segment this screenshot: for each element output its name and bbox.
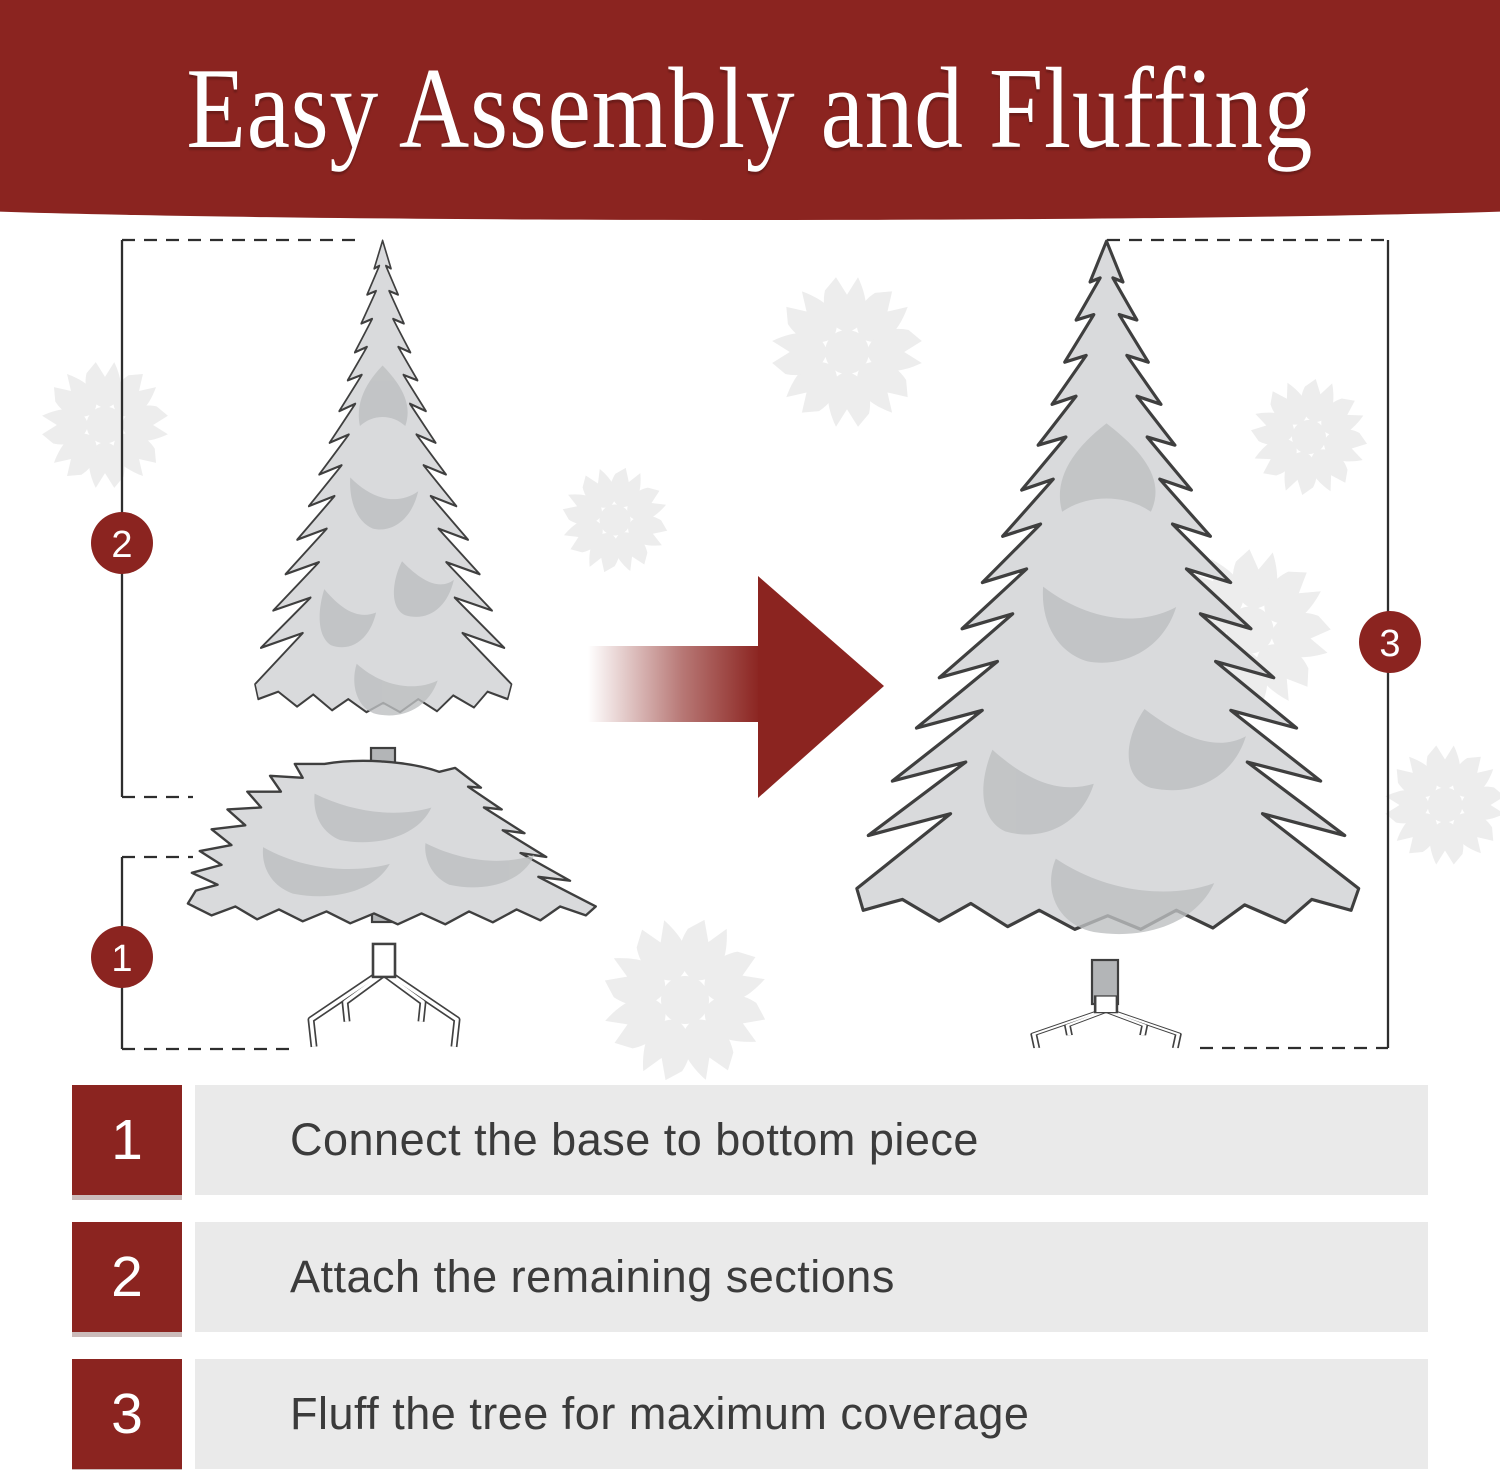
marker-1 bbox=[91, 926, 153, 988]
step-1-badge: 1 bbox=[72, 1085, 182, 1195]
step-2-badge: 2 bbox=[72, 1222, 182, 1332]
step-2-bar bbox=[195, 1222, 1428, 1332]
marker-2-label: 2 bbox=[111, 524, 133, 566]
tree-stand bbox=[311, 944, 457, 1047]
marker-1-label: 1 bbox=[111, 938, 133, 980]
snowflake-icon bbox=[579, 894, 791, 1106]
step-1-bar bbox=[195, 1085, 1428, 1195]
snowflake-icon bbox=[1238, 366, 1380, 508]
step-2-text: Attach the remaining sections bbox=[290, 1251, 895, 1302]
tree-top-section bbox=[255, 241, 512, 782]
step-row-3 bbox=[72, 1359, 1428, 1469]
snowflake-icon bbox=[547, 452, 682, 587]
marker-3-label: 3 bbox=[1379, 623, 1401, 665]
step-row-1 bbox=[72, 1085, 1428, 1195]
step-row-2 bbox=[72, 1222, 1428, 1332]
step-3-bar bbox=[195, 1359, 1428, 1469]
step-3-badge: 3 bbox=[72, 1359, 182, 1469]
step-1-text: Connect the base to bottom piece bbox=[290, 1114, 979, 1165]
page-title: Easy Assembly and Fluffing bbox=[186, 45, 1314, 173]
tree-middle-section bbox=[188, 761, 596, 924]
header-banner bbox=[0, 0, 1500, 203]
snowflake-icon bbox=[42, 362, 168, 488]
snowflake-icon bbox=[1386, 746, 1500, 865]
assembly-arrow-icon bbox=[588, 576, 884, 798]
snowflake-icon bbox=[772, 277, 922, 427]
marker-2 bbox=[91, 512, 153, 574]
step-3-text: Fluff the tree for maximum coverage bbox=[290, 1388, 1030, 1439]
marker-3 bbox=[1359, 611, 1421, 673]
